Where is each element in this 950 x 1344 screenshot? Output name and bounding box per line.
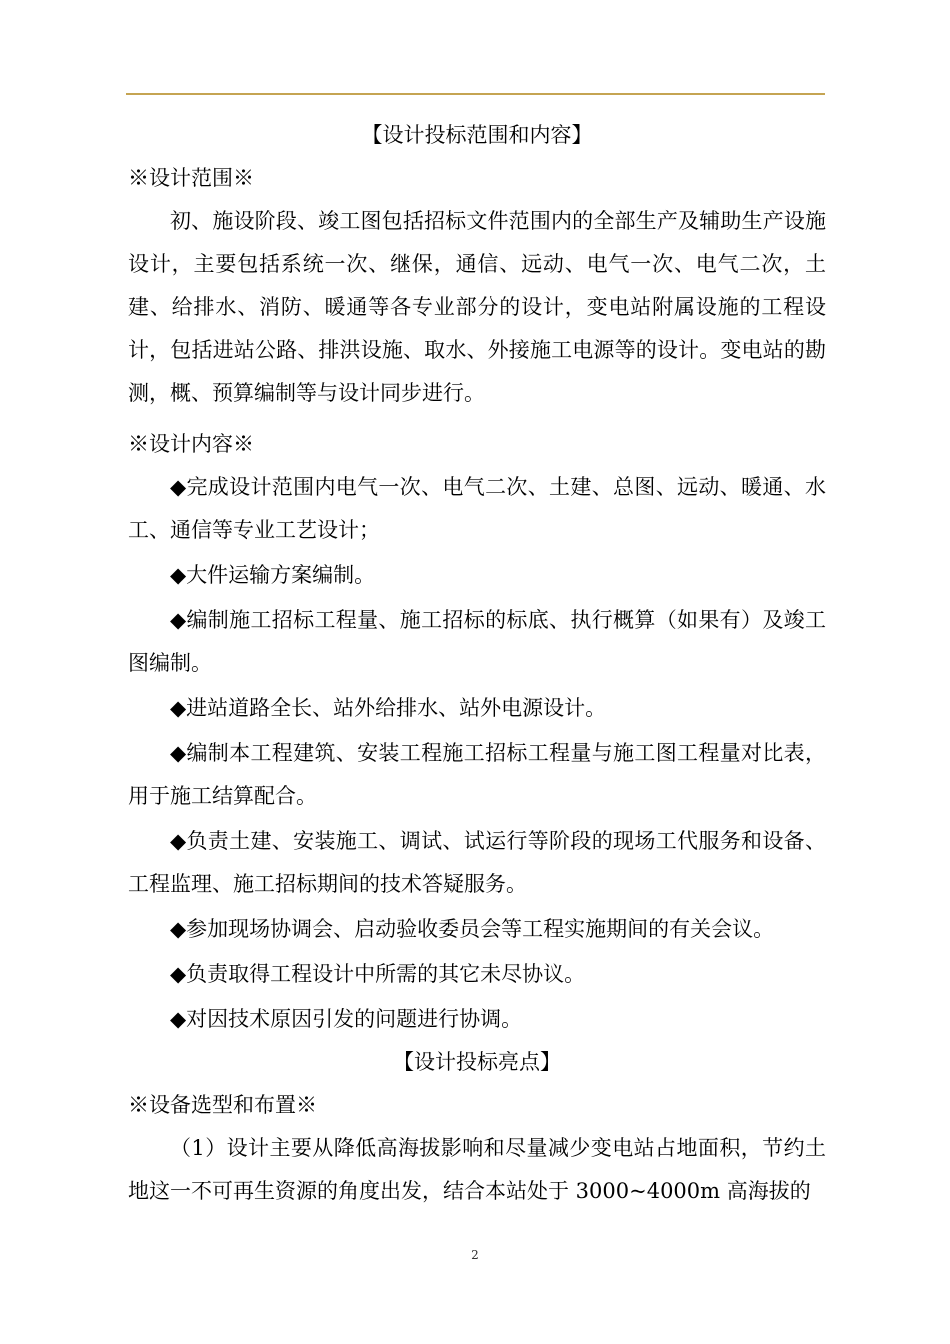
- design-scope-paragraph: 初、施设阶段、竣工图包括招标文件范围内的全部生产及辅助生产设施设计，主要包括系统一次、继保，通信、远动、电气一次、电气二次，土建、给排水、消防、暖通等各专业部分的设计，变电站附属设施的工程设计，包括进站公路、排洪设施、取水、外接施工电源等的设计。变电站的勘测，概、预算编制等与设计同步进行。: [128, 209, 826, 405]
- content-item: ◆完成设计范围内电气一次、电气二次、土建、总图、远动、暖通、水工、通信等专业工艺设计；: [128, 475, 826, 542]
- section-title-highlights: 【设计投标亮点】: [393, 1050, 561, 1074]
- content-item: ◆编制本工程建筑、安装工程施工招标工程量与施工图工程量对比表，用于施工结算配合。: [128, 741, 826, 808]
- content-item: ◆大件运输方案编制。: [170, 563, 376, 587]
- design-content-heading: ※设计内容※: [128, 432, 254, 456]
- equipment-selection-heading: ※设备选型和布置※: [128, 1093, 317, 1117]
- content-item: ◆编制施工招标工程量、施工招标的标底、执行概算（如果有）及竣工图编制。: [128, 608, 826, 675]
- page-number: 2: [471, 1248, 479, 1262]
- content-item: ◆负责土建、安装施工、调试、试运行等阶段的现场工代服务和设备、工程监理、施工招标期间的技术答疑服务。: [128, 829, 826, 896]
- content-item: ◆负责取得工程设计中所需的其它未尽协议。: [170, 962, 586, 986]
- page-content: [128, 114, 826, 1213]
- content-item: ◆进站道路全长、站外给排水、站外电源设计。: [170, 696, 607, 720]
- content-item: ◆对因技术原因引发的问题进行协调。: [170, 1007, 523, 1031]
- design-scope-heading: ※设计范围※: [128, 166, 254, 190]
- highlight-paragraph: （1）设计主要从降低高海拔影响和尽量减少变电站占地面积，节约土地这一不可再生资源的角度出发，结合本站处于 3000~4000m 高海拔的: [128, 1136, 826, 1203]
- content-item: ◆参加现场协调会、启动验收委员会等工程实施期间的有关会议。: [170, 917, 775, 941]
- section-title-scope-and-content: 【设计投标范围和内容】: [361, 123, 593, 147]
- header-rule: [126, 93, 825, 95]
